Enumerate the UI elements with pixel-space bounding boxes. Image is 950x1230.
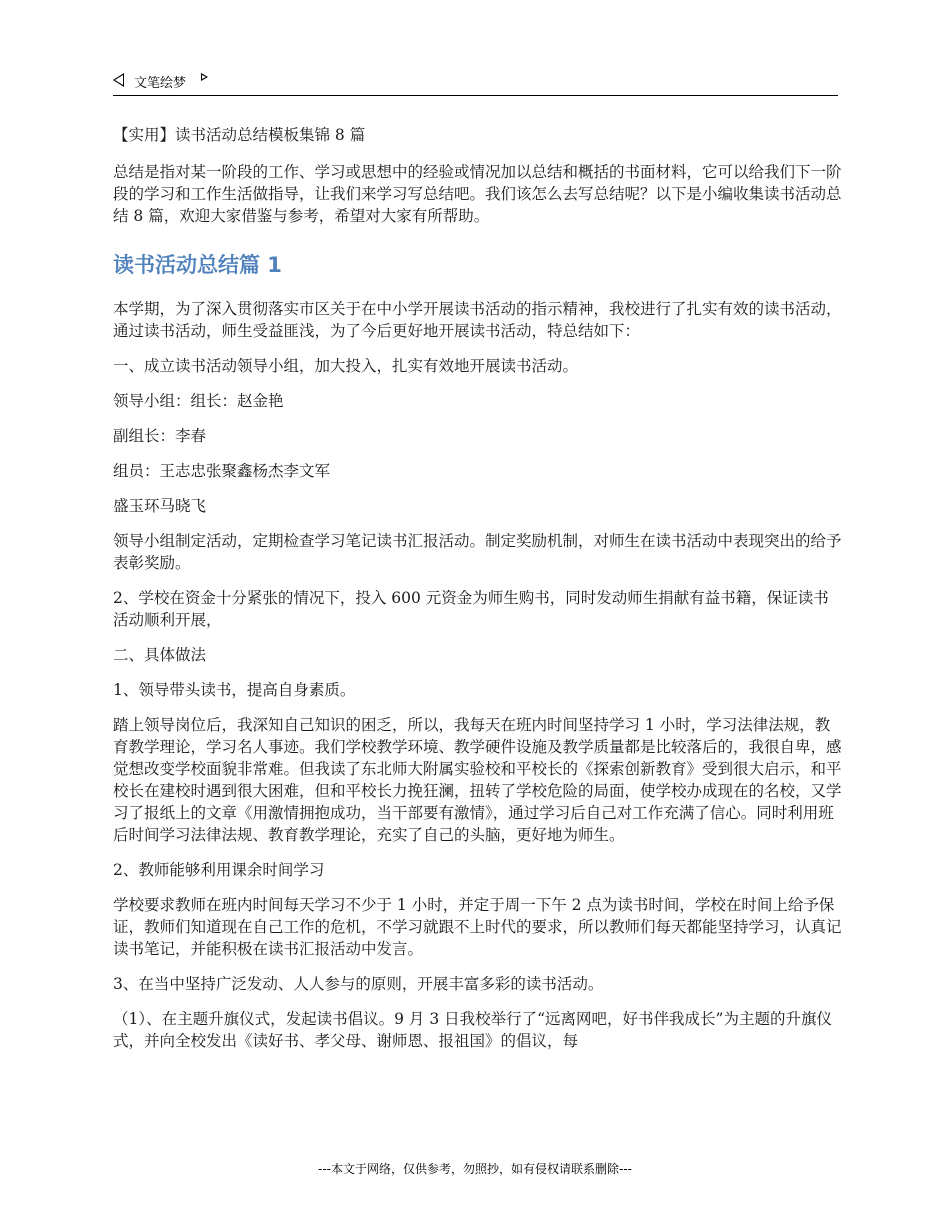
paragraph: 2、教师能够利用课余时间学习 <box>113 861 325 879</box>
paragraph: （1）、在主题升旗仪式，发起读书倡议。9 月 3 日我校举行了“远离网吧，好书伴我成长”为主题的升旗仪式，并向全校发出《读好书、孝父母、谢师恩、报祖国》的倡议，每 <box>113 1010 832 1050</box>
intro-paragraph: 总结是指对某一阶段的工作、学习或思想中的经验或情况加以总结和概括的书面材料，它可以给我们下一阶段的学习和工作生活做指导，让我们来学习写总结吧。我们该怎么去写总结呢？以下是小编收集读书活动总结 8 篇，欢迎大家借鉴与参考，希望对大家有所帮助。 <box>113 163 842 225</box>
paragraph: 组员：王志忠张聚鑫杨杰李文军 <box>113 462 331 480</box>
paragraph: 本学期，为了深入贯彻落实市区关于在中小学开展读书活动的指示精神，我校进行了扎实有效的读书活动，通过读书活动，师生受益匪浅，为了今后更好地开展读书活动，特总结如下： <box>113 300 842 340</box>
paragraph: 二、具体做法 <box>113 646 207 664</box>
paragraph: 领导小组：组长：赵金艳 <box>113 392 284 410</box>
paragraph: 盛玉环马晓飞 <box>113 497 207 515</box>
paragraph: 学校要求教师在班内时间每天学习不少于 1 小时，并定于周一下午 2 点为读书时间，学校在时间上给予保证，教师们知道现在自己工作的危机，不学习就跟不上时代的要求，所以教师们每天都能坚持学习，认真记读书笔记，并能积极在读书汇报活动中发言。 <box>113 896 842 958</box>
paragraph: 2、学校在资金十分紧张的情况下，投入 600 元资金为师生购书，同时发动师生捐献有益书籍，保证读书活动顺利开展， <box>113 589 829 629</box>
page-header <box>113 70 838 96</box>
triangle-right-icon <box>201 73 208 81</box>
paragraph: 1、领导带头读书，提高自身素质。 <box>113 681 356 699</box>
section-heading: 读书活动总结篇 1 <box>113 253 282 277</box>
document-body <box>113 124 843 1065</box>
paragraph: 领导小组制定活动，定期检查学习笔记读书汇报活动。制定奖励机制，对师生在读书活动中表现突出的给予表彰奖励。 <box>113 532 842 572</box>
paragraph: 3、在当中坚持广泛发动、人人参与的原则，开展丰富多彩的读书活动。 <box>113 975 604 993</box>
paragraph: 一、成立读书活动领导小组，加大投入，扎实有效地开展读书活动。 <box>113 357 579 375</box>
footer-notice: ---本文于网络，仅供参考，勿照抄，如有侵权请联系删除--- <box>318 1162 632 1176</box>
paragraph: 踏上领导岗位后，我深知自己知识的困乏，所以，我每天在班内时间坚持学习 1 小时，学习法律法规，教育教学理论，学习名人事迹。我们学校教学环境、教学硬件设施及教学质量都是比较落后的，我很自卑，感觉想改变学校面貌非常难。但我读了东北师大附属实验校和平校长的《探索创新教育》受到很大启示，和平校长在建校时遇到很大困难，但和平校长力挽狂澜，扭转了学校危险的局面，使学校办成现在的名校，又学习了报纸上的文章《用激情拥抱成功，当干部要有激情》，通过学习后自己对工作充满了信心。同时利用班后时间学习法律法规、教育教学理论，充实了自己的头脑，更好地为师生。 <box>113 716 842 844</box>
paragraph: 副组长：李春 <box>113 427 207 445</box>
document-title: 【实用】读书活动总结模板集锦 8 篇 <box>113 126 366 144</box>
triangle-left-icon <box>113 73 124 87</box>
brand-name: 文笔绘梦 <box>134 76 187 91</box>
